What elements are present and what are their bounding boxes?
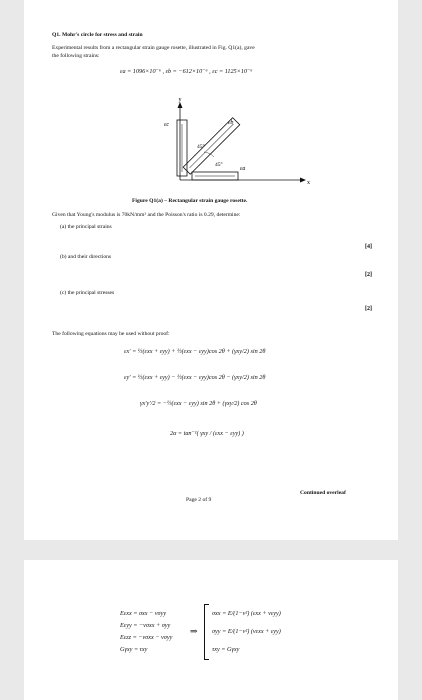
x-axis-label: x (307, 180, 310, 186)
given-text: Given that Young's modulus is 70kN/mm² and the Poisson's ratio is 0.29, determine: (52, 212, 241, 218)
y-axis-label: y (178, 98, 182, 103)
strain-values: εa = 1096×10⁻⁶ , εb = −612×10⁻⁶ , εc = 1125×10⁻⁶ (120, 68, 253, 75)
strain-rosette-figure (144, 98, 314, 190)
angle-label-upper: 45° (197, 144, 205, 150)
label-gauge-b: εb (228, 120, 234, 126)
x-axis-arrow (300, 178, 306, 183)
part-a-marks: [4] (365, 244, 372, 250)
part-c-marks: [2] (365, 306, 372, 312)
label-gauge-c: εc (164, 122, 170, 128)
part-c-text: (c) the principal stresses (60, 290, 115, 296)
equation-principal-angle: 2α = tan⁻¹( γxy / (εxx − εyy) ) (170, 430, 244, 437)
page-number: Page 2 of 9 (186, 497, 212, 503)
stress-eq-3: τxy = Gγxy (212, 646, 240, 653)
angle-label-lower: 45° (215, 162, 223, 168)
equation-shear-strain: γx′y′/2 = −½(εxx − εyy) sin 2θ + (γxy/2) cos 2θ (140, 400, 257, 407)
exam-page-2 (24, 560, 398, 700)
stress-eq-1: σxx = E/(1−ν²) (εxx + νεyy) (212, 610, 281, 617)
implies-arrow: ⇒ (190, 626, 198, 636)
stress-eq-2: σyy = E/(1−ν²) (νεxx + εyy) (212, 628, 281, 635)
equations-intro: The following equations may be used without proof: (52, 331, 170, 337)
hooke-eq-2: Eεyy = −νσxx + σyy (120, 622, 171, 629)
part-a-text: (a) the principal strains (60, 224, 112, 230)
question-title: Q1. Mohr's circle for stress and strain (52, 32, 143, 38)
hooke-eq-4: Gγxy = τxy (120, 646, 148, 653)
label-gauge-a: εa (240, 166, 246, 172)
part-b-marks: [2] (365, 272, 372, 278)
part-b-text: (b) and their directions (60, 254, 112, 260)
hooke-eq-3: Eεzz = −νσxx − νσyy (120, 634, 173, 641)
hooke-eq-1: Eεxx = σxx − νσyy (120, 610, 167, 617)
gauge-b (183, 118, 240, 175)
equation-strain-x: εx′ = ½(εxx + εyy) + ½(εxx − εyy)cos 2θ + (γxy/2) sin 2θ (124, 348, 266, 355)
intro-text-line2: the following strains: (52, 53, 100, 59)
continued-overleaf: Continued overleaf (300, 490, 346, 496)
equation-strain-y: εy′ = ½(εxx + εyy) − ½(εxx − εyy)cos 2θ − (γxy/2) sin 2θ (124, 374, 266, 381)
figure-caption: Figure Q1(a) – Rectangular strain gauge rosette. (132, 198, 248, 204)
left-bracket (204, 604, 209, 660)
intro-text-line1: Experimental results from a rectangular strain gauge rosette, illustrated in Fig. Q1(a), gave (52, 45, 255, 51)
exam-page-1 (24, 0, 398, 540)
